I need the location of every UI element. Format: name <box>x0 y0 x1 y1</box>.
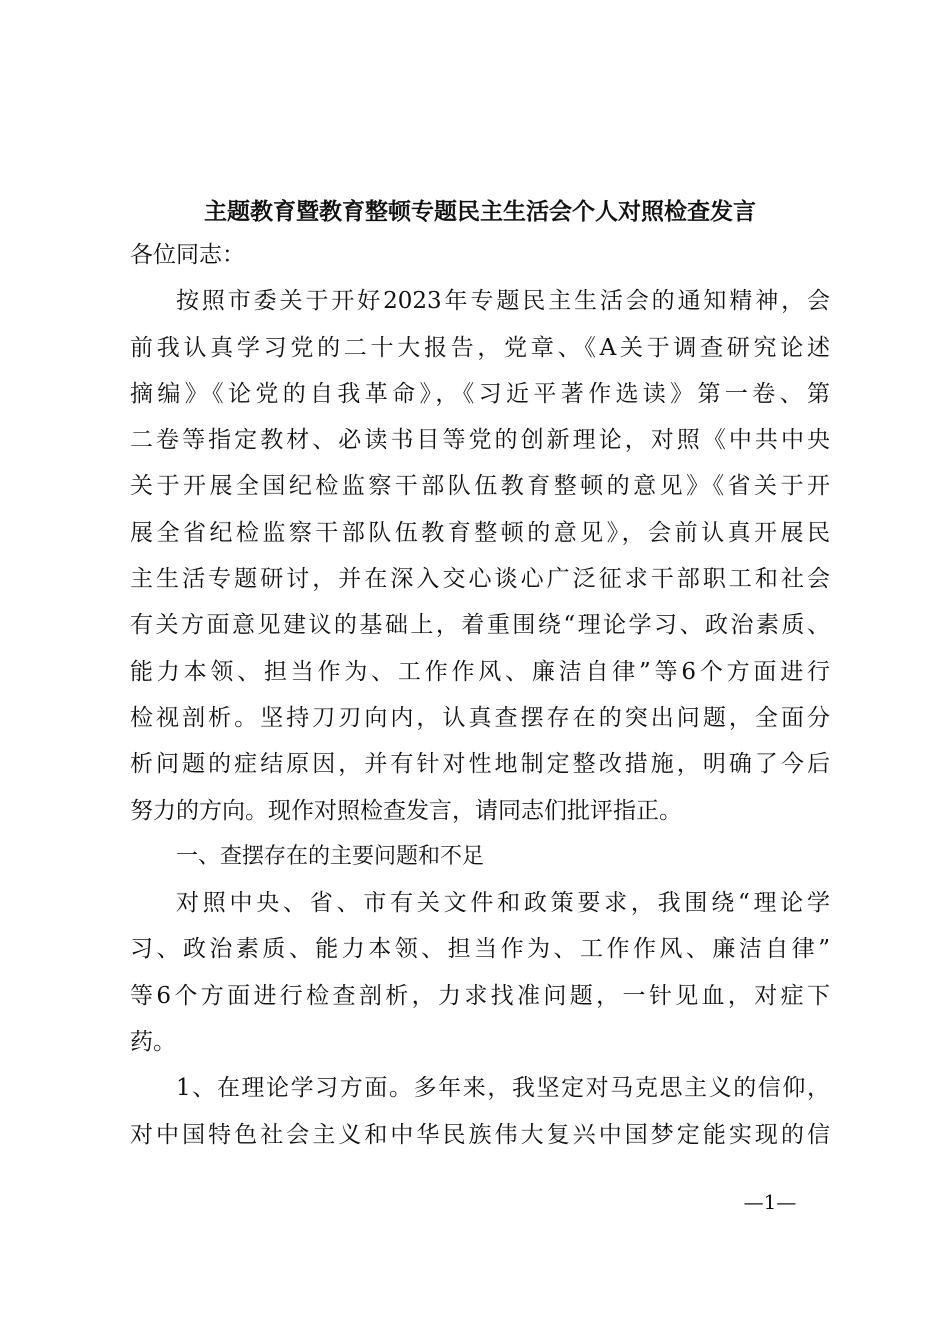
paragraph-line: 二卷等指定教材、必读书目等党的创新理论，对照《中共中央 <box>130 427 830 454</box>
paragraph-line: 习、政治素质、能力本领、担当作为、工作作风、廉洁自律” <box>130 936 830 963</box>
paragraph-line: 能力本领、担当作为、工作作风、廉洁自律”等6个方面进行 <box>130 658 830 685</box>
paragraph-line: 努力的方向。现作对照检查发言，请同志们批评指正。 <box>130 797 682 824</box>
paragraph-line: 摘编》《论党的自我革命》，《习近平著作选读》第一卷、第 <box>130 380 830 407</box>
paragraph-line: 等6个方面进行检查剖析，力求找准问题，一针见血，对症下 <box>130 982 830 1009</box>
paragraph-2 <box>130 880 830 1065</box>
paragraph-1 <box>130 278 830 834</box>
paragraph-line: 对中国特色社会主义和中华民族伟大复兴中国梦定能实现的信 <box>130 1121 830 1148</box>
paragraph-line: 展全省纪检监察干部队伍教育整顿的意见》，会前认真开展民 <box>130 519 830 546</box>
paragraph-line: 检视剖析。坚持刀刃向内，认真查摆存在的突出问题，全面分 <box>130 704 830 731</box>
paragraph-line: 关于开展全国纪检监察干部队伍教育整顿的意见》《省关于开 <box>130 473 830 500</box>
section-heading: 一、查摆存在的主要问题和不足 <box>176 843 485 869</box>
page-number: —1— <box>743 1190 797 1214</box>
paragraph-line: 前我认真学习党的二十大报告，党章、《A关于调查研究论述 <box>130 334 830 361</box>
paragraph-line: 按照市委关于开好2023年专题民主生活会的通知精神，会 <box>176 288 830 315</box>
paragraph-line: 1、在理论学习方面。多年来，我坚定对马克思主义的信仰， <box>176 1075 830 1102</box>
document-title: 主题教育暨教育整顿专题民主生活会个人对照检查发言 <box>204 198 756 225</box>
salutation: 各位同志： <box>130 242 245 268</box>
paragraph-line: 析问题的症结原因，并有针对性地制定整改措施，明确了今后 <box>130 751 830 778</box>
paragraph-line: 药。 <box>130 1029 176 1056</box>
paragraph-3 <box>130 1065 830 1158</box>
paragraph-line: 对照中央、省、市有关文件和政策要求，我围绕“理论学 <box>176 890 830 917</box>
paragraph-line: 有关方面意见建议的基础上，着重围绕“理论学习、政治素质、 <box>130 612 830 639</box>
document-body <box>130 210 830 1158</box>
paragraph-line: 主生活专题研讨，并在深入交心谈心广泛征求干部职工和社会 <box>130 566 830 593</box>
